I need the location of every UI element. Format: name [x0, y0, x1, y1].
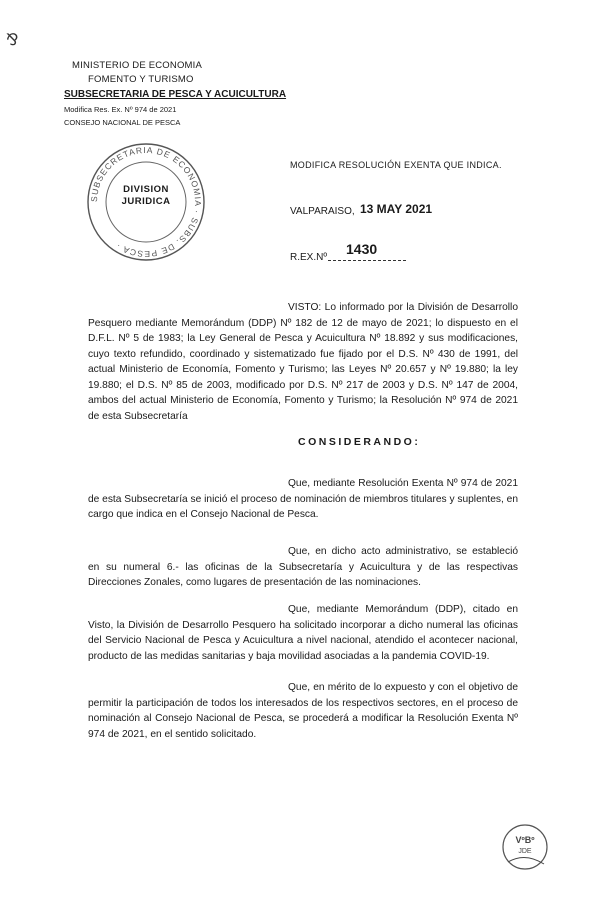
stamp-center: [112, 184, 180, 208]
date-place: VALPARAISO,: [290, 206, 355, 217]
date-stamp: 13 MAY 2021: [360, 202, 433, 216]
visto-paragraph: [88, 300, 518, 424]
approval-seal: [500, 822, 550, 872]
considerando-2-text: Que, en dicho acto administrativo, se estableció en su numeral 6.- las oficinas de la Subsecretaría y Acuicultura y de las respectivas Direcciones Zonales, como lugares de presentación de las nominaciones.: [88, 546, 518, 588]
resolution-title: MODIFICA RESOLUCIÓN EXENTA QUE INDICA.: [290, 160, 502, 170]
ministry-line2: FOMENTO Y TURISMO: [88, 74, 194, 85]
stamp-ring-text: SUBSECRETARIA DE ECONOMIA · SUBS. DE PESCA ·: [88, 144, 204, 260]
stamp-line1: DIVISION: [123, 184, 169, 195]
rex-underline: [328, 260, 406, 261]
seal-circle-icon: [500, 822, 550, 872]
visto-text: VISTO: Lo informado por la División de Desarrollo Pesquero mediante Memorándum (DDP) Nº 182 de 12 de mayo de 2021; lo dispuesto en el D.F.L. Nº 5 de 1983; la Ley General de Pesca y Acuicultura Nº 18.892 y sus modificaciones, cuyo texto refundido, coordinado y sistematizado fue fijado por el D.S. Nº 430 de 1991, del actual Ministerio de Economía, Fomento y Turismo; las Leyes Nº 20.657 y Nº 19.880; la ley 19.880; el D.S. Nº 85 de 2003, modificado por D.S. Nº 217 de 2003 y D.S. Nº 147 de 2004, ambos del actual Ministerio de Economía, Fomento y Turismo; la Resolución Nº 974 de 2021 de esta Subsecretaría: [88, 302, 518, 422]
seal-top: VºBº: [515, 835, 535, 845]
considerando-3-text: Que, mediante Memorándum (DDP), citado en Visto, la División de Desarrollo Pesquero ha solicitado incorporar a dicho numeral las oficinas del Servicio Nacional de Pesca y Acuicultura a nivel nacional, atendido el acontecer nacional, producto de las medidas sanitarias y baja movilidad asociadas a la pandemia COVID-19.: [88, 604, 518, 662]
considerando-4: [88, 680, 518, 742]
considerando-1-text: Que, mediante Resolución Exenta Nº 974 de 2021 de esta Subsecretaría se inició el proceso de nominación de miembros titulares y suplentes, en cargo que indica en el Consejo Nacional de Pesca.: [88, 478, 518, 520]
stamp-line2: JURIDICA: [121, 196, 171, 207]
ministry-line1: MINISTERIO DE ECONOMIA: [72, 60, 203, 71]
consejo-label: CONSEJO NACIONAL DE PESCA: [64, 118, 181, 127]
considerando-heading: CONSIDERANDO:: [298, 436, 421, 448]
seal-bottom: JDE: [518, 848, 532, 855]
rex-label: R.EX.Nº: [290, 252, 327, 263]
considerando-4-text: Que, en mérito de lo expuesto y con el objetivo de permitir la participación de todos los interesados de los respectivos sectores, en el proceso de nominación al Consejo Nacional de Pesca, se procederá a modificar la Resolución Exenta Nº 974 de 2021, en el sentido solicitado.: [88, 682, 518, 740]
considerando-1: [88, 476, 518, 523]
considerando-2: [88, 544, 518, 591]
considerando-3: [88, 602, 518, 664]
subsecretaria-heading: SUBSECRETARIA DE PESCA Y ACUICULTURA: [64, 89, 287, 100]
rex-number: 1430: [346, 241, 378, 257]
modifica-reference: Modifica Res. Ex. Nº 974 de 2021: [64, 105, 177, 114]
division-juridica-stamp: [84, 140, 208, 264]
corner-handwritten-mark: ⅋: [6, 32, 19, 49]
